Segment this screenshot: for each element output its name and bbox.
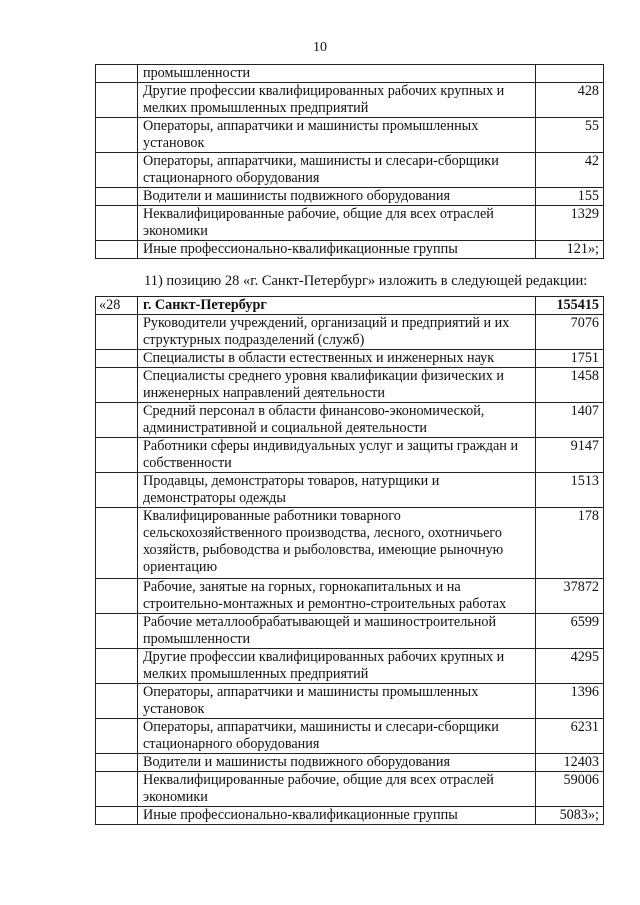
row-number-cell <box>96 188 138 206</box>
table-row <box>96 754 604 772</box>
table-row <box>96 719 604 754</box>
row-name-cell: Другие профессии квалифицированных рабочих крупных и мелких промышленных предприятий <box>138 83 536 118</box>
row-name-cell: Водители и машинисты подвижного оборудования <box>138 188 536 206</box>
row-number-cell <box>96 807 138 825</box>
table-row <box>96 315 604 350</box>
row-value-cell: 428 <box>536 83 604 118</box>
position-number: «28 <box>96 297 138 315</box>
row-name-cell: Другие профессии квалифицированных рабочих крупных и мелких промышленных предприятий <box>138 649 536 684</box>
row-value-cell: 1751 <box>536 350 604 368</box>
row-value-cell: 1407 <box>536 403 604 438</box>
row-number-cell <box>96 772 138 807</box>
row-number-cell <box>96 579 138 614</box>
table-row <box>96 579 604 614</box>
row-name-cell: Иные профессионально-квалификационные группы <box>138 241 536 259</box>
table-row <box>96 649 604 684</box>
row-name-cell: промышленности <box>138 65 536 83</box>
row-name-cell: Водители и машинисты подвижного оборудования <box>138 754 536 772</box>
table-row <box>96 206 604 241</box>
row-number-cell <box>96 65 138 83</box>
table-row <box>96 153 604 188</box>
row-name-cell: Рабочие металлообрабатывающей и машиностроительной промышленности <box>138 614 536 649</box>
table-row <box>96 403 604 438</box>
row-value-cell: 1329 <box>536 206 604 241</box>
table-row <box>96 118 604 153</box>
row-value-cell: 178 <box>536 508 604 579</box>
table-row <box>96 83 604 118</box>
row-number-cell <box>96 315 138 350</box>
row-value-cell: 37872 <box>536 579 604 614</box>
row-number-cell <box>96 614 138 649</box>
row-name-cell: Рабочие, занятые на горных, горнокапитальных и на строительно-монтажных и ремонтно-строительных работах <box>138 579 536 614</box>
row-value-cell: 9147 <box>536 438 604 473</box>
saint-petersburg-table <box>95 296 604 825</box>
row-name-cell: Операторы, аппаратчики и машинисты промышленных установок <box>138 684 536 719</box>
row-number-cell <box>96 508 138 579</box>
row-name-cell: Работники сферы индивидуальных услуг и защиты граждан и собственности <box>138 438 536 473</box>
table-header-row <box>96 297 604 315</box>
row-number-cell <box>96 118 138 153</box>
continued-table <box>95 64 604 259</box>
row-value-cell: 1396 <box>536 684 604 719</box>
table-row <box>96 241 604 259</box>
table-row <box>96 508 604 579</box>
row-number-cell <box>96 241 138 259</box>
row-name-cell: Продавцы, демонстраторы товаров, натурщики и демонстраторы одежды <box>138 473 536 508</box>
table-row <box>96 772 604 807</box>
row-value-cell: 121»; <box>536 241 604 259</box>
row-name-cell: Операторы, аппаратчики, машинисты и слесари-сборщики стационарного оборудования <box>138 719 536 754</box>
table-row <box>96 807 604 825</box>
region-total: 155415 <box>536 297 604 315</box>
page-number: 10 <box>313 40 327 55</box>
table-row <box>96 188 604 206</box>
row-number-cell <box>96 83 138 118</box>
row-value-cell: 5083»; <box>536 807 604 825</box>
row-name-cell: Руководители учреждений, организаций и предприятий и их структурных подразделений (служб) <box>138 315 536 350</box>
row-value-cell: 155 <box>536 188 604 206</box>
row-name-cell: Операторы, аппаратчики и машинисты промышленных установок <box>138 118 536 153</box>
row-value-cell: 6231 <box>536 719 604 754</box>
row-number-cell <box>96 473 138 508</box>
table-row <box>96 65 604 83</box>
row-value-cell: 7076 <box>536 315 604 350</box>
row-value-cell: 59006 <box>536 772 604 807</box>
row-value-cell: 6599 <box>536 614 604 649</box>
row-name-cell: Иные профессионально-квалификационные группы <box>138 807 536 825</box>
row-name-cell: Неквалифицированные рабочие, общие для всех отраслей экономики <box>138 772 536 807</box>
amendment-paragraph: 11) позицию 28 «г. Санкт-Петербург» изложить в следующей редакции: <box>144 273 588 289</box>
row-name-cell: Средний персонал в области финансово-экономической, административной и социальной деятельности <box>138 403 536 438</box>
row-number-cell <box>96 403 138 438</box>
table-row <box>96 473 604 508</box>
row-number-cell <box>96 206 138 241</box>
row-value-cell <box>536 65 604 83</box>
row-name-cell: Квалифицированные работники товарного сельскохозяйственного производства, лесного, охотничьего хозяйств, рыбоводства и рыболовства, имеющие рыночную ориентацию <box>138 508 536 579</box>
row-number-cell <box>96 754 138 772</box>
row-number-cell <box>96 649 138 684</box>
table-row <box>96 684 604 719</box>
row-number-cell <box>96 438 138 473</box>
table-row <box>96 368 604 403</box>
table-row <box>96 438 604 473</box>
row-name-cell: Специалисты среднего уровня квалификации физических и инженерных направлений деятельности <box>138 368 536 403</box>
row-value-cell: 1458 <box>536 368 604 403</box>
row-value-cell: 42 <box>536 153 604 188</box>
row-value-cell: 4295 <box>536 649 604 684</box>
table-row <box>96 350 604 368</box>
row-name-cell: Операторы, аппаратчики, машинисты и слесари-сборщики стационарного оборудования <box>138 153 536 188</box>
row-number-cell <box>96 368 138 403</box>
region-name: г. Санкт-Петербург <box>138 297 536 315</box>
row-value-cell: 55 <box>536 118 604 153</box>
row-name-cell: Специалисты в области естественных и инженерных наук <box>138 350 536 368</box>
row-value-cell: 12403 <box>536 754 604 772</box>
row-number-cell <box>96 719 138 754</box>
row-number-cell <box>96 684 138 719</box>
row-number-cell <box>96 153 138 188</box>
row-name-cell: Неквалифицированные рабочие, общие для всех отраслей экономики <box>138 206 536 241</box>
row-number-cell <box>96 350 138 368</box>
row-value-cell: 1513 <box>536 473 604 508</box>
table-row <box>96 614 604 649</box>
